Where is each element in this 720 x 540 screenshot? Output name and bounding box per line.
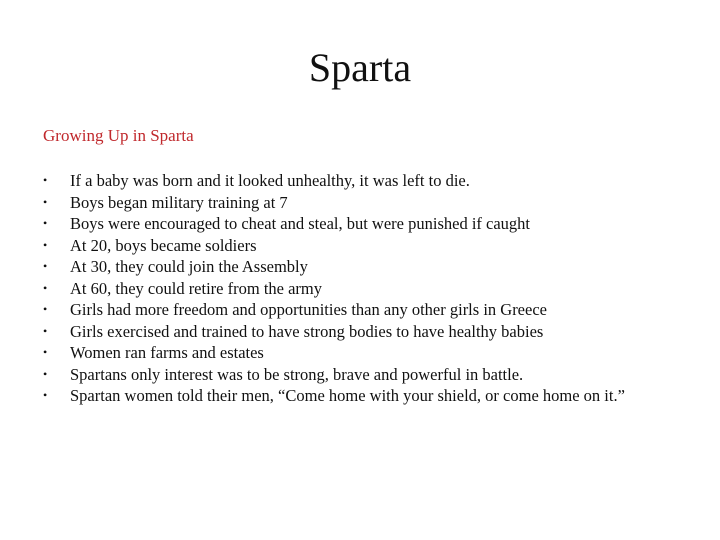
bullet-text: Girls had more freedom and opportunities than any other girls in Greece [70, 300, 547, 319]
bullet-text: If a baby was born and it looked unhealthy, it was left to die. [70, 171, 470, 190]
bullet-text: At 20, boys became soldiers [70, 235, 257, 255]
bullet-text: At 30, they could join the Assembly [70, 257, 308, 276]
bullet-item [43, 192, 683, 214]
bullet-dot-icon: • [43, 280, 48, 295]
bullet-dot-icon: • [43, 345, 48, 359]
bullet-item [43, 364, 683, 386]
bullet-dot-icon: • [43, 259, 48, 273]
bullet-list [43, 170, 683, 407]
bullet-text: Girls exercised and trained to have strong bodies to have healthy babies [70, 321, 544, 341]
slide-subtitle: Growing Up in Sparta [43, 126, 194, 145]
bullet-dot-icon: • [43, 302, 48, 316]
bullet-item [43, 321, 683, 343]
bullet-item [43, 299, 683, 321]
bullet-item [43, 278, 683, 300]
bullet-text: Women ran farms and estates [70, 343, 264, 362]
bullet-item [43, 385, 683, 407]
bullet-dot-icon: • [43, 388, 48, 402]
bullet-dot-icon: • [43, 173, 48, 187]
bullet-item [43, 342, 683, 364]
bullet-dot-icon: • [43, 194, 48, 209]
slide-title: Sparta [308, 45, 412, 90]
bullet-item [43, 235, 683, 257]
bullet-item [43, 170, 683, 192]
bullet-dot-icon: • [43, 366, 48, 381]
bullet-item [43, 213, 683, 235]
bullet-text: Boys were encouraged to cheat and steal, but were punished if caught [70, 214, 531, 233]
bullet-dot-icon: • [43, 323, 48, 338]
bullet-dot-icon: • [43, 216, 48, 230]
bullet-text: Spartans only interest was to be strong, brave and powerful in battle. [70, 364, 524, 384]
bullet-dot-icon: • [43, 237, 48, 252]
bullet-text: Boys began military training at 7 [70, 192, 288, 212]
bullet-text: At 60, they could retire from the army [70, 278, 323, 298]
bullet-item [43, 256, 683, 278]
bullet-text: Spartan women told their men, “Come home with your shield, or come home on it.” [70, 386, 625, 405]
